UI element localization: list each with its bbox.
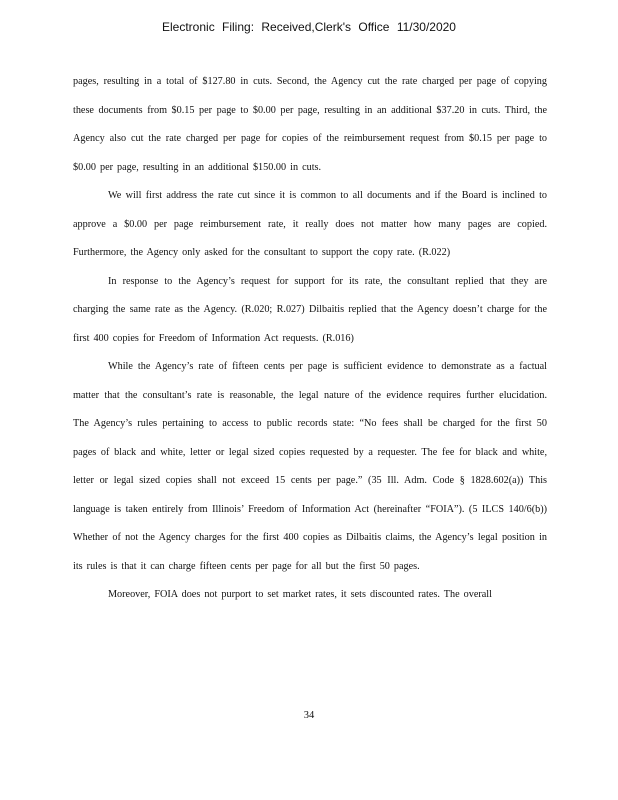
page-number: 34: [303, 710, 315, 721]
paragraph-2: We will first address the rate cut since it is common to all documents and if the Board is inclined to approve a $0.00 per page reimbursement rate, it really does not matter how many pages are copied. Furthermore, the Agency only asked for the consultant to support the copy rate. (R.022): [73, 190, 547, 258]
paragraph-1: pages, resulting in a total of $127.80 in cuts. Second, the Agency cut the rate charged per page of copying these documents from $0.15 per page to $0.00 per page, resulting in an additional $37.20 in cuts. Third, the Agency also cut the rate charged per page for copies of the reimbursement request from $0.15 per page to $0.00 per page, resulting in an additional $150.00 in cuts.: [73, 76, 547, 173]
paragraph-4: While the Agency’s rate of fifteen cents per page is sufficient evidence to demonstrate as a factual matter that the consultant’s rate is reasonable, the legal nature of the evidence requires further elucidation. The Agency’s rules pertaining to access to public records state: “No fees shall be charged for the first 50 pages of black and white, letter or legal sized copies requested by a requester. The fee for black and white, letter or legal sized copies shall not exceed 15 cents per page.” (35 Ill. Adm. Code § 1828.602(a)) This language is taken entirely from Illinois’ Freedom of Information Act (hereinafter “FOIA”). (5 ILCS 140/6(b)) Whether of not the Agency charges for the first 400 copies as Dilbaitis claims, the Agency’s legal position in its rules is that it can charge fifteen cents per page for all but the first 50 pages.: [73, 361, 547, 572]
filing-header: Electronic Filing: Received,Clerk's Office 11/30/2020: [162, 20, 456, 34]
paragraph-5: Moreover, FOIA does not purport to set market rates, it sets discounted rates. The overall: [108, 589, 492, 600]
body-text: [73, 68, 547, 610]
paragraph-3: In response to the Agency’s request for support for its rate, the consultant replied that they are charging the same rate as the Agency. (R.020; R.027) Dilbaitis replied that the Agency doesn’t charge for the first 400 copies for Freedom of Information Act requests. (R.016): [73, 275, 547, 344]
